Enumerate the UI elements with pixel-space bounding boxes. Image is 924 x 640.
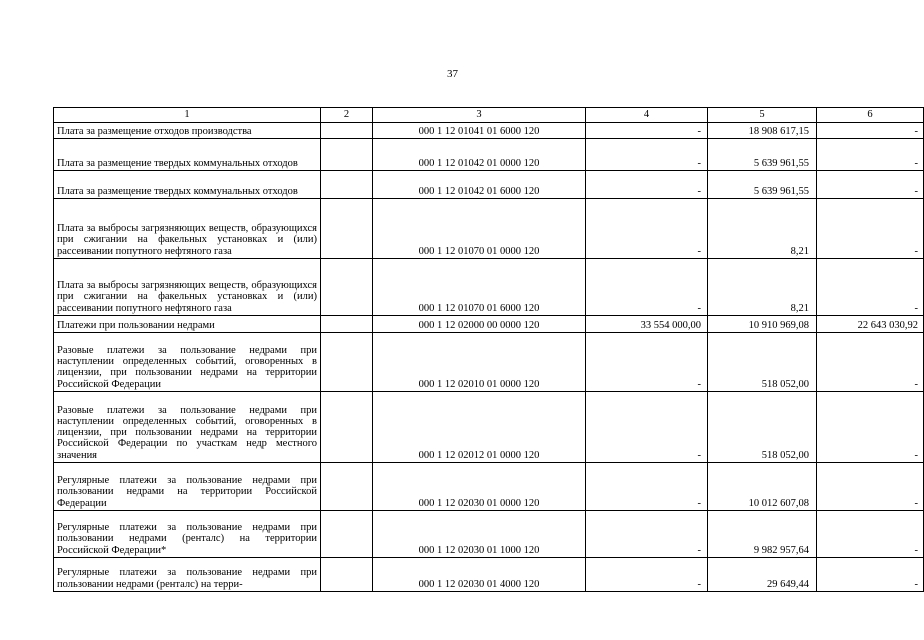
row-col6-cell: - bbox=[817, 463, 924, 511]
row-code-cell: 000 1 12 01041 01 6000 120 bbox=[373, 123, 586, 139]
row-col4-cell: - bbox=[586, 511, 708, 558]
row-col4-cell: - bbox=[586, 139, 708, 171]
row-col5-cell: 518 052,00 bbox=[708, 392, 817, 463]
row-col4-cell: - bbox=[586, 123, 708, 139]
row-col2-cell bbox=[321, 463, 373, 511]
table-row bbox=[54, 171, 924, 199]
row-name-cell: Плата за выбросы загрязняющих веществ, образующихся при сжигании на факельных установках и (или) рассеивании попутного нефтяного газа bbox=[54, 259, 321, 316]
table-row bbox=[54, 199, 924, 259]
row-name-cell: Регулярные платежи за пользование недрами при пользовании недрами (ренталс) на территории Российской Федерации* bbox=[54, 511, 321, 558]
table-row bbox=[54, 558, 924, 592]
row-col5-cell: 5 639 961,55 bbox=[708, 171, 817, 199]
table-row bbox=[54, 139, 924, 171]
row-col6-cell: - bbox=[817, 171, 924, 199]
table-row bbox=[54, 463, 924, 511]
row-code-cell: 000 1 12 01070 01 0000 120 bbox=[373, 199, 586, 259]
row-col6-cell: - bbox=[817, 199, 924, 259]
row-code-cell: 000 1 12 02030 01 0000 120 bbox=[373, 463, 586, 511]
table-row bbox=[54, 392, 924, 463]
row-code-cell: 000 1 12 02012 01 0000 120 bbox=[373, 392, 586, 463]
row-col5-cell: 5 639 961,55 bbox=[708, 139, 817, 171]
row-name-cell: Регулярные платежи за пользование недрами при пользовании недрами на территории Российской Федерации bbox=[54, 463, 321, 511]
row-col2-cell bbox=[321, 392, 373, 463]
row-col4-cell: - bbox=[586, 392, 708, 463]
table-row bbox=[54, 333, 924, 392]
row-col5-cell: 29 649,44 bbox=[708, 558, 817, 592]
column-header: 2 bbox=[321, 108, 373, 123]
row-code-cell: 000 1 12 02030 01 4000 120 bbox=[373, 558, 586, 592]
row-code-cell: 000 1 12 01070 01 6000 120 bbox=[373, 259, 586, 316]
table-row bbox=[54, 511, 924, 558]
column-header: 6 bbox=[817, 108, 924, 123]
row-name-cell: Платежи при пользовании недрами bbox=[54, 316, 321, 333]
column-header: 4 bbox=[586, 108, 708, 123]
row-col6-cell: - bbox=[817, 392, 924, 463]
table-header-row bbox=[54, 108, 924, 123]
row-code-cell: 000 1 12 02010 01 0000 120 bbox=[373, 333, 586, 392]
row-col5-cell: 10 910 969,08 bbox=[708, 316, 817, 333]
row-name-cell: Разовые платежи за пользование недрами при наступлении определенных событий, оговоренных в лицензии, при пользовании недрами на территории Российской Федерации по участкам недр местного значения bbox=[54, 392, 321, 463]
row-col6-cell: - bbox=[817, 558, 924, 592]
page-number: 37 bbox=[447, 68, 458, 80]
row-col5-cell: 9 982 957,64 bbox=[708, 511, 817, 558]
table-row bbox=[54, 316, 924, 333]
row-col4-cell: 33 554 000,00 bbox=[586, 316, 708, 333]
row-col2-cell bbox=[321, 171, 373, 199]
row-name-cell: Плата за размещение отходов производства bbox=[54, 123, 321, 139]
row-col5-cell: 18 908 617,15 bbox=[708, 123, 817, 139]
row-col6-cell: - bbox=[817, 139, 924, 171]
column-header: 1 bbox=[54, 108, 321, 123]
row-code-cell: 000 1 12 02000 00 0000 120 bbox=[373, 316, 586, 333]
row-col2-cell bbox=[321, 259, 373, 316]
row-col2-cell bbox=[321, 558, 373, 592]
row-col6-cell: - bbox=[817, 511, 924, 558]
row-col4-cell: - bbox=[586, 259, 708, 316]
row-name-cell: Разовые платежи за пользование недрами при наступлении определенных событий, оговоренных в лицензии, при пользовании недрами на территории Российской Федерации bbox=[54, 333, 321, 392]
row-col6-cell: - bbox=[817, 123, 924, 139]
row-name-cell: Плата за выбросы загрязняющих веществ, образующихся при сжигании на факельных установках и (или) рассеивании попутного нефтяного газа bbox=[54, 199, 321, 259]
row-col2-cell bbox=[321, 316, 373, 333]
row-col4-cell: - bbox=[586, 463, 708, 511]
row-code-cell: 000 1 12 01042 01 0000 120 bbox=[373, 139, 586, 171]
row-col5-cell: 8,21 bbox=[708, 259, 817, 316]
row-code-cell: 000 1 12 01042 01 6000 120 bbox=[373, 171, 586, 199]
row-col5-cell: 518 052,00 bbox=[708, 333, 817, 392]
row-col5-cell: 10 012 607,08 bbox=[708, 463, 817, 511]
row-col2-cell bbox=[321, 199, 373, 259]
row-col4-cell: - bbox=[586, 558, 708, 592]
budget-table bbox=[53, 107, 924, 592]
row-col2-cell bbox=[321, 333, 373, 392]
row-col5-cell: 8,21 bbox=[708, 199, 817, 259]
row-name-cell: Плата за размещение твердых коммунальных отходов bbox=[54, 171, 321, 199]
row-code-cell: 000 1 12 02030 01 1000 120 bbox=[373, 511, 586, 558]
row-name-cell: Регулярные платежи за пользование недрами при пользовании недрами (ренталс) на терри- bbox=[54, 558, 321, 592]
table-row bbox=[54, 123, 924, 139]
row-col6-cell: - bbox=[817, 333, 924, 392]
column-header: 5 bbox=[708, 108, 817, 123]
row-col6-cell: - bbox=[817, 259, 924, 316]
column-header: 3 bbox=[373, 108, 586, 123]
row-col6-cell: 22 643 030,92 bbox=[817, 316, 924, 333]
row-col4-cell: - bbox=[586, 171, 708, 199]
row-col2-cell bbox=[321, 123, 373, 139]
row-col2-cell bbox=[321, 139, 373, 171]
row-col2-cell bbox=[321, 511, 373, 558]
row-col4-cell: - bbox=[586, 333, 708, 392]
row-col4-cell: - bbox=[586, 199, 708, 259]
row-name-cell: Плата за размещение твердых коммунальных отходов bbox=[54, 139, 321, 171]
table-row bbox=[54, 259, 924, 316]
